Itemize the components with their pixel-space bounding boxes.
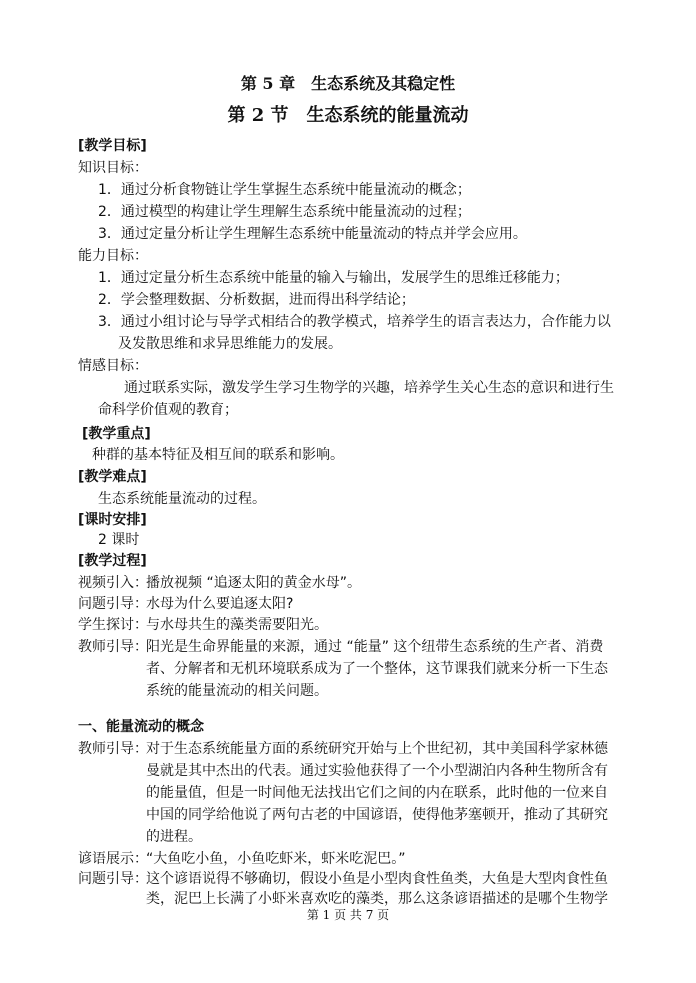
ability-label: 能力目标：	[78, 248, 148, 264]
key-point-text: 种群的基本特征及相互间的联系和影响。	[92, 447, 344, 463]
objectives-heading: [教学目标]	[78, 138, 147, 154]
part1-text-teacher-4: 中国的同学给他说了两句古老的中国谚语，使得他茅塞顿开，推动了其研究	[146, 807, 608, 823]
chapter-title: 第 5 章 生态系统及其稳定性	[240, 74, 456, 93]
process-label-teacher: 教师引导：	[78, 639, 148, 655]
part1-label-proverb: 谚语展示：	[78, 851, 148, 867]
schedule-text: 2 课时	[98, 532, 140, 548]
schedule-heading: [课时安排]	[78, 512, 147, 528]
key-point-heading: [教学重点]	[82, 426, 151, 442]
emotion-label: 情感目标：	[78, 358, 148, 374]
ability-item-2: 2．学会整理数据、分析数据，进而得出科学结论；	[98, 292, 415, 308]
part1-text-question-2: 类，泥巴上长满了小虾米喜欢吃的藻类，那么这条谚语描述的是哪个生物学	[146, 891, 608, 907]
knowledge-label: 知识目标：	[78, 160, 148, 176]
page-footer: 第 1 页 共 7 页	[306, 908, 390, 922]
process-text-teacher-1: 阳光是生命界能量的来源，通过 “能量” 这个纽带生态系统的生产者、消费	[146, 639, 604, 655]
section-title: 第 2 节 生态系统的能量流动	[227, 105, 469, 126]
part1-text-teacher-5: 的进程。	[146, 829, 202, 845]
knowledge-item-2: 2．通过模型的构建让学生理解生态系统中能量流动的过程；	[98, 204, 471, 220]
ability-item-3-cont: 及发散思维和求异思维能力的发展。	[118, 336, 342, 352]
process-label-video: 视频引入：	[78, 575, 148, 591]
process-text-question: 水母为什么要追逐太阳?	[146, 596, 294, 612]
part1-text-proverb: “大鱼吃小鱼，小鱼吃虾米，虾米吃泥巴。”	[146, 851, 406, 867]
part1-text-teacher-3: 的能量值，但是一时间他无法找出它们之间的内在联系，此时他的一位来自	[146, 785, 608, 801]
ability-item-3: 3．通过小组讨论与导学式相结合的教学模式，培养学生的语言表达力，合作能力以	[98, 314, 611, 330]
part1-text-question-1: 这个谚语说得不够确切，假设小鱼是小型肉食性鱼类，大鱼是大型肉食性鱼	[146, 871, 608, 887]
ability-item-1: 1．通过定量分析生态系统中能量的输入与输出，发展学生的思维迁移能力；	[98, 270, 569, 286]
process-text-video: 播放视频 “追逐太阳的黄金水母”。	[146, 575, 361, 591]
part1-label-teacher: 教师引导：	[78, 741, 148, 757]
process-heading: [教学过程]	[78, 553, 147, 569]
knowledge-item-3: 3．通过定量分析让学生理解生态系统中能量流动的特点并学会应用。	[98, 226, 527, 242]
difficulty-text: 生态系统能量流动的过程。	[98, 491, 266, 507]
knowledge-item-1: 1．通过分析食物链让学生掌握生态系统中能量流动的概念；	[98, 182, 471, 198]
part1-text-teacher-2: 曼就是其中杰出的代表。通过实验他获得了一个小型湖泊内各种生物所含有	[146, 763, 608, 779]
part1-heading: 一、能量流动的概念	[78, 719, 204, 735]
process-text-discuss: 与水母共生的藻类需要阳光。	[146, 617, 328, 633]
process-label-discuss: 学生探讨：	[78, 617, 148, 633]
difficulty-heading: [教学难点]	[78, 469, 147, 485]
part1-label-question: 问题引导：	[78, 871, 148, 887]
emotion-text-1: 通过联系实际，激发学生学习生物学的兴趣，培养学生关心生态的意识和进行生	[124, 380, 614, 396]
process-text-teacher-3: 系统的能量流动的相关问题。	[146, 683, 328, 699]
process-label-question: 问题引导：	[78, 596, 148, 612]
process-text-teacher-2: 者、分解者和无机环境联系成为了一个整体，这节课我们就来分析一下生态	[146, 661, 608, 677]
part1-text-teacher-1: 对于生态系统能量方面的系统研究开始与上个世纪初，其中美国科学家林德	[146, 741, 608, 757]
emotion-text-2: 命科学价值观的教育；	[98, 402, 238, 418]
